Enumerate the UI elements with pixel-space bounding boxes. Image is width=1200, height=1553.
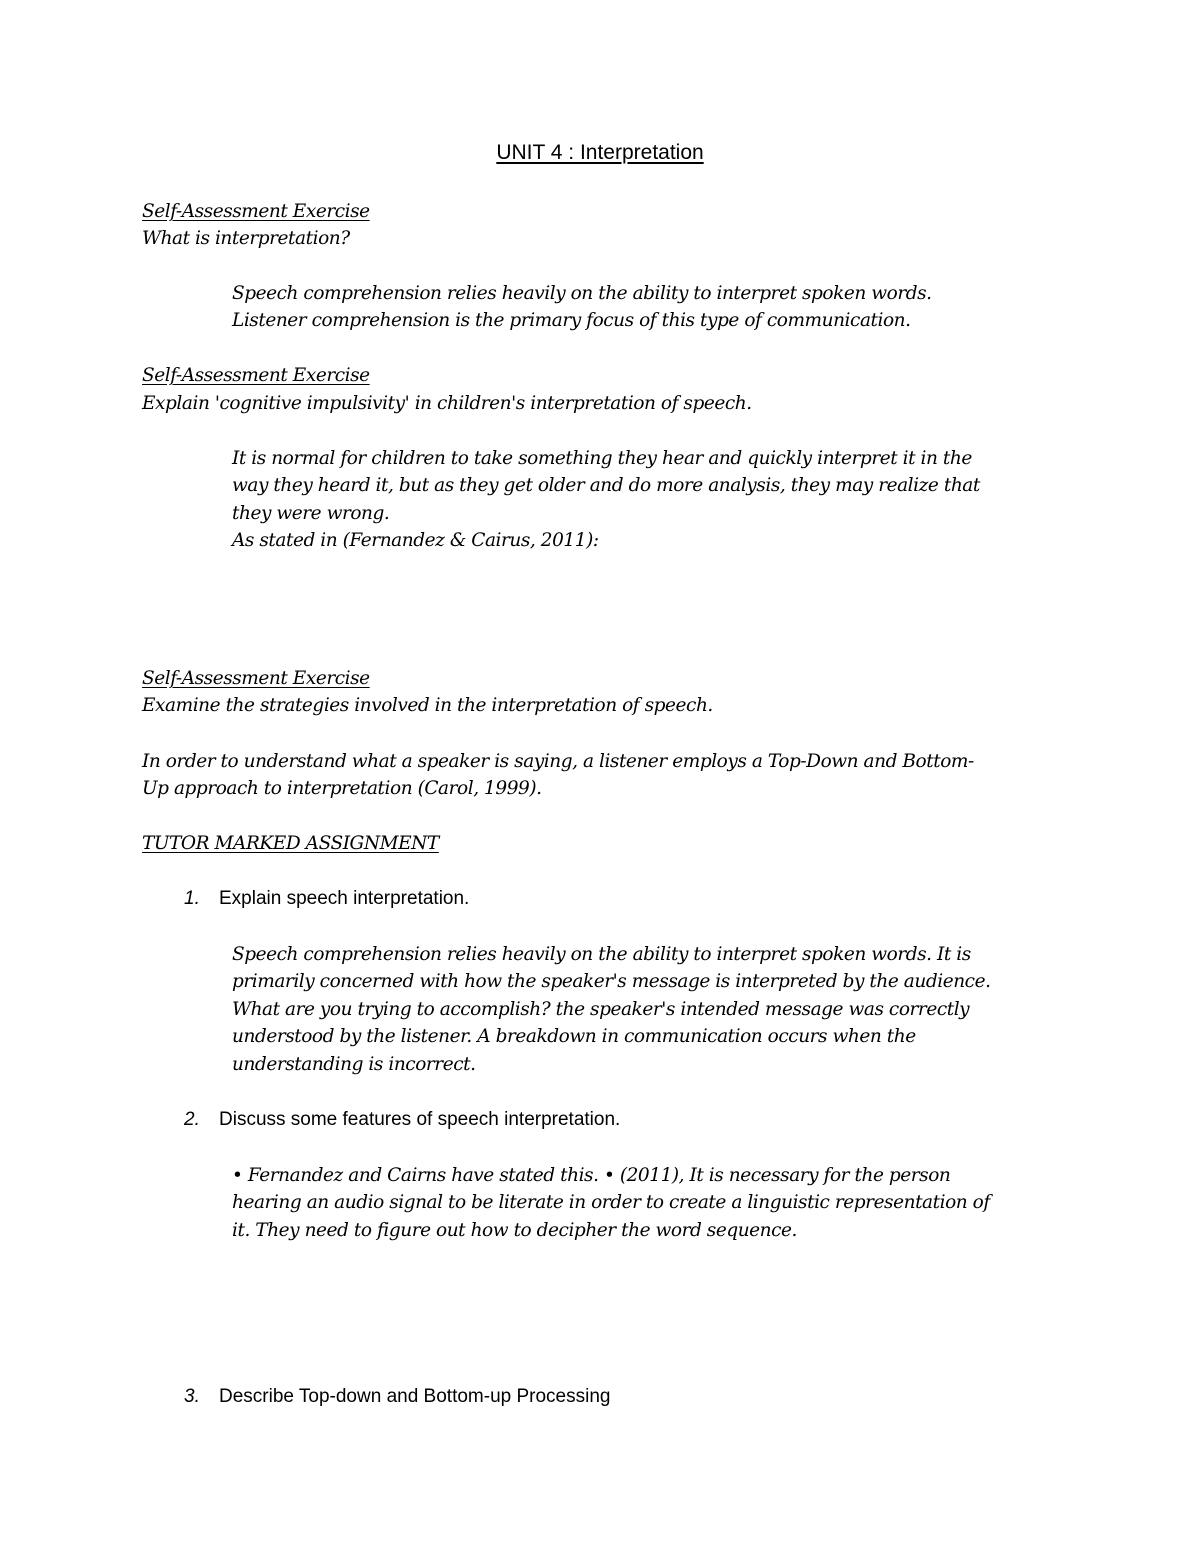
- answer-line: way they heard it, but as they get older and do more analysis, they may realize that: [232, 475, 980, 496]
- answer-line: Speech comprehension relies heavily on the ability to interpret spoken words.: [232, 283, 932, 304]
- item-question: Discuss some features of speech interpretation.: [219, 1109, 621, 1130]
- answer-line: • Fernandez and Cairns have stated this. • (2011), It is necessary for the person: [232, 1165, 951, 1186]
- answer-line: understood by the listener. A breakdown in communication occurs when the: [232, 1026, 916, 1047]
- answer-line: they were wrong.: [232, 503, 390, 524]
- section-question: Examine the strategies involved in the interpretation of speech.: [142, 695, 713, 716]
- section-question: What is interpretation?: [142, 228, 350, 249]
- answer-line: As stated in (Fernandez & Cairus, 2011):: [232, 530, 599, 551]
- item-question: Explain speech interpretation.: [219, 888, 470, 909]
- answer-line: What are you trying to accomplish? the speaker's intended message was correctly: [232, 999, 970, 1020]
- answer-line: it. They need to figure out how to decipher the word sequence.: [232, 1220, 797, 1241]
- answer-line: It is normal for children to take something they hear and quickly interpret it in the: [232, 448, 972, 469]
- item-number: 3.: [184, 1386, 200, 1407]
- tma-heading: TUTOR MARKED ASSIGNMENT: [142, 833, 439, 854]
- answer-line: understanding is incorrect.: [232, 1054, 476, 1075]
- answer-line: In order to understand what a speaker is saying, a listener employs a Top-Down and Bottom-: [142, 751, 974, 772]
- page-title: UNIT 4 : Interpretation: [496, 141, 704, 164]
- answer-line: Speech comprehension relies heavily on the ability to interpret spoken words. It is: [232, 944, 971, 965]
- answer-line: Up approach to interpretation (Carol, 1999).: [142, 778, 542, 799]
- section-heading: Self-Assessment Exercise: [142, 201, 370, 222]
- item-number: 1.: [184, 888, 200, 909]
- answer-line: primarily concerned with how the speaker's message is interpreted by the audience.: [232, 971, 991, 992]
- item-number: 2.: [184, 1109, 200, 1130]
- item-question: Describe Top-down and Bottom-up Processing: [219, 1386, 611, 1407]
- section-heading: Self-Assessment Exercise: [142, 365, 370, 386]
- section-question: Explain 'cognitive impulsivity' in children's interpretation of speech.: [142, 393, 752, 414]
- section-heading: Self-Assessment Exercise: [142, 668, 370, 689]
- answer-line: Listener comprehension is the primary focus of this type of communication.: [232, 310, 911, 331]
- answer-line: hearing an audio signal to be literate in order to create a linguistic representation of: [232, 1192, 990, 1213]
